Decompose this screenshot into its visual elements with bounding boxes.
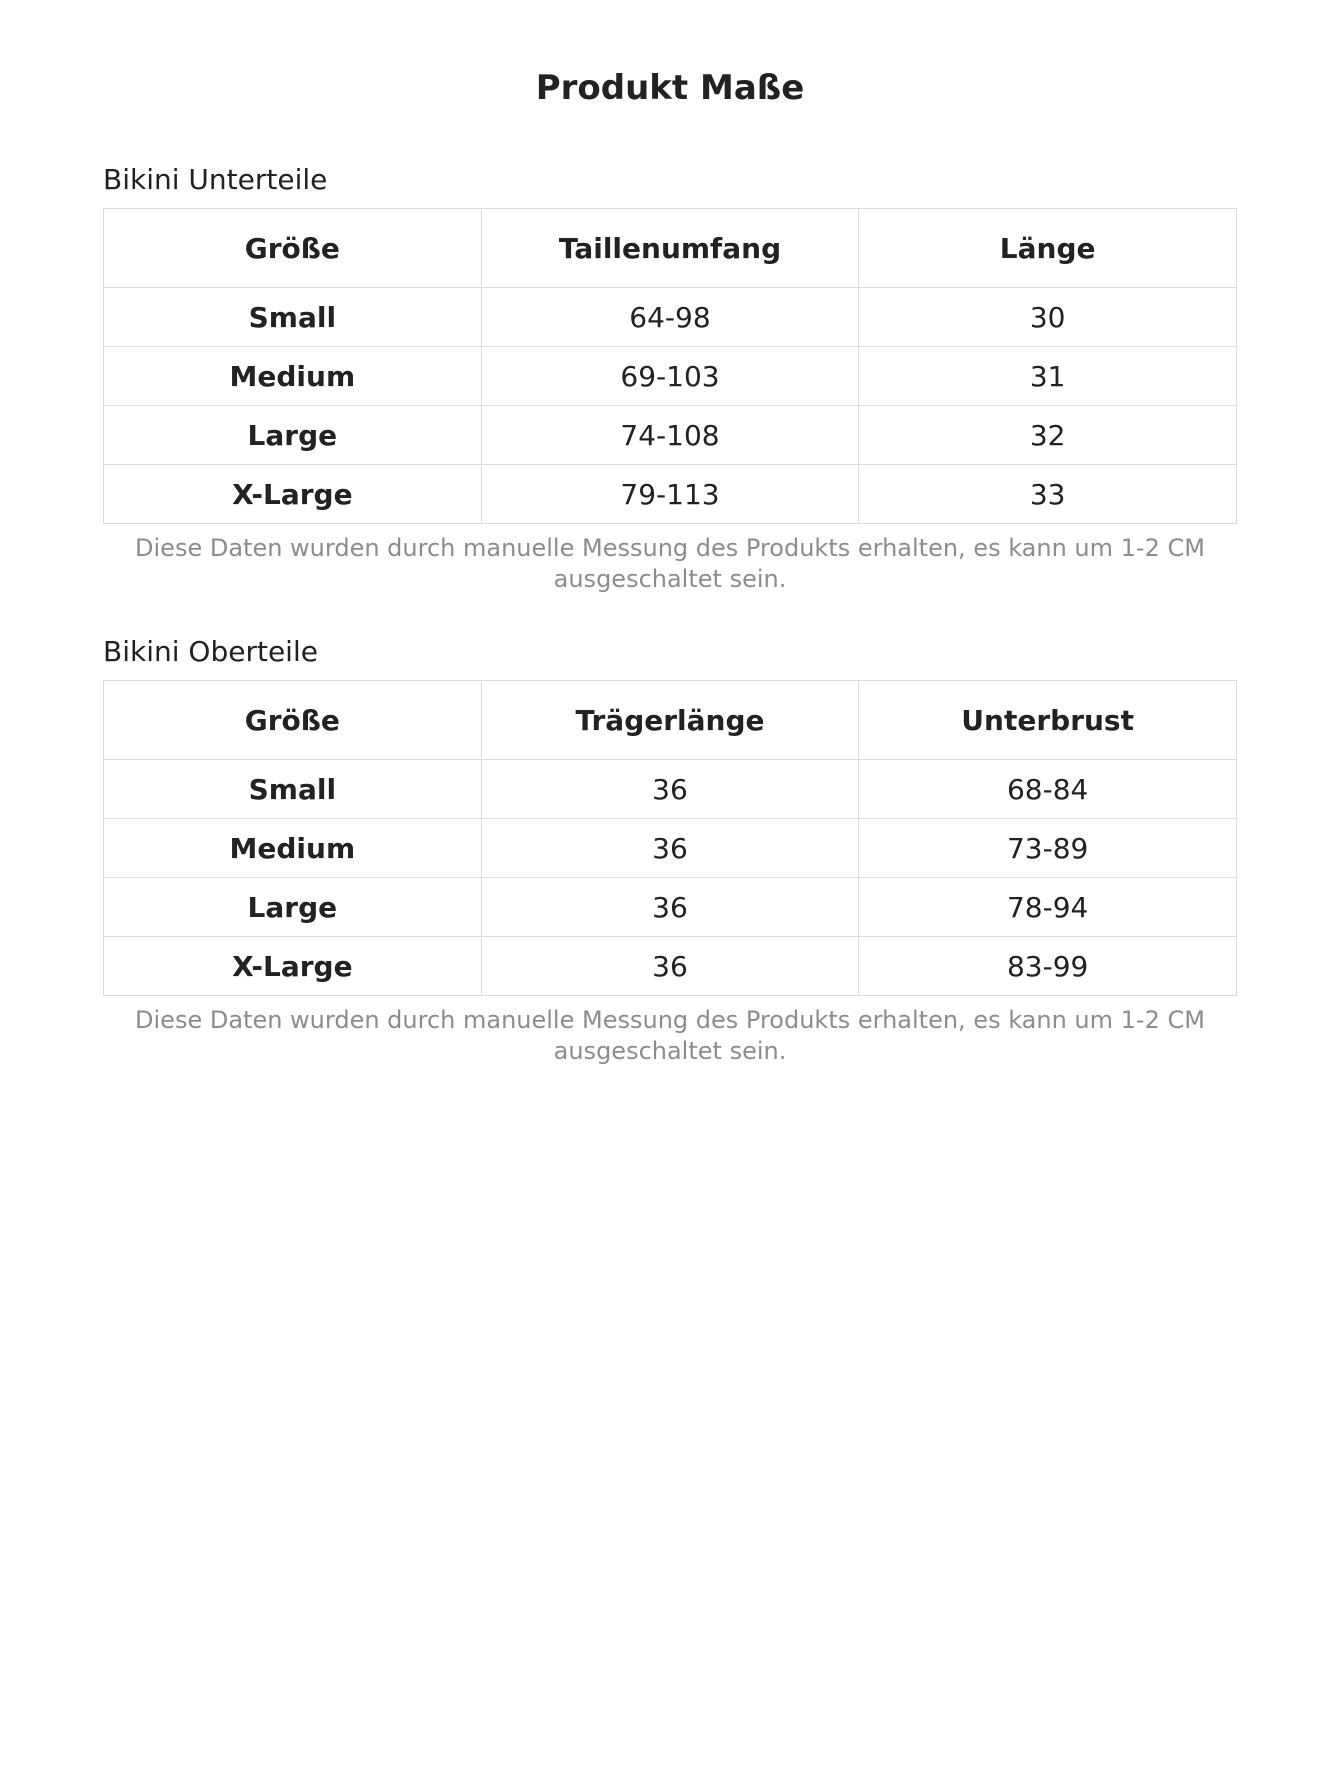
table-cell: 73-89	[859, 819, 1237, 878]
table-row	[104, 878, 1237, 937]
column-header-size: Größe	[104, 681, 482, 760]
size-table-tops	[103, 680, 1237, 996]
table-row	[104, 288, 1237, 347]
size-cell: Large	[104, 406, 482, 465]
table-cell: 78-94	[859, 878, 1237, 937]
measurement-note: Diese Daten wurden durch manuelle Messung des Produkts erhalten, es kann um 1-2 CM ausgeschaltet sein.	[135, 1006, 1205, 1065]
column-header-length: Länge	[859, 209, 1237, 288]
table-cell: 36	[481, 878, 859, 937]
table-header-row	[104, 681, 1237, 760]
column-header-size: Größe	[104, 209, 482, 288]
size-cell: Medium	[104, 819, 482, 878]
table-cell: 68-84	[859, 760, 1237, 819]
size-cell: Small	[104, 760, 482, 819]
measurement-note: Diese Daten wurden durch manuelle Messung des Produkts erhalten, es kann um 1-2 CM ausgeschaltet sein.	[135, 534, 1205, 593]
table-row	[104, 406, 1237, 465]
table-row	[104, 760, 1237, 819]
table-cell: 36	[481, 819, 859, 878]
column-header-strap-length: Trägerlänge	[481, 681, 859, 760]
table-row	[104, 937, 1237, 996]
column-header-underbust: Unterbrust	[859, 681, 1237, 760]
table-row	[104, 819, 1237, 878]
size-cell: X-Large	[104, 937, 482, 996]
table-row	[104, 347, 1237, 406]
section-heading: Bikini Oberteile	[103, 635, 318, 668]
section-heading: Bikini Unterteile	[103, 163, 328, 196]
table-row	[104, 465, 1237, 524]
size-cell: Small	[104, 288, 482, 347]
bikini-tops-section	[103, 634, 1237, 1067]
table-cell: 33	[859, 465, 1237, 524]
table-cell: 83-99	[859, 937, 1237, 996]
table-cell: 32	[859, 406, 1237, 465]
page-title: Produkt Maße	[535, 68, 805, 108]
table-cell: 64-98	[481, 288, 859, 347]
table-cell: 31	[859, 347, 1237, 406]
table-header-row	[104, 209, 1237, 288]
table-cell: 36	[481, 937, 859, 996]
size-cell: Medium	[104, 347, 482, 406]
size-cell: Large	[104, 878, 482, 937]
column-header-waist: Taillenumfang	[481, 209, 859, 288]
table-cell: 36	[481, 760, 859, 819]
size-table-bottoms	[103, 208, 1237, 524]
table-cell: 30	[859, 288, 1237, 347]
size-cell: X-Large	[104, 465, 482, 524]
table-cell: 74-108	[481, 406, 859, 465]
table-cell: 69-103	[481, 347, 859, 406]
table-cell: 79-113	[481, 465, 859, 524]
bikini-bottoms-section	[103, 162, 1237, 595]
